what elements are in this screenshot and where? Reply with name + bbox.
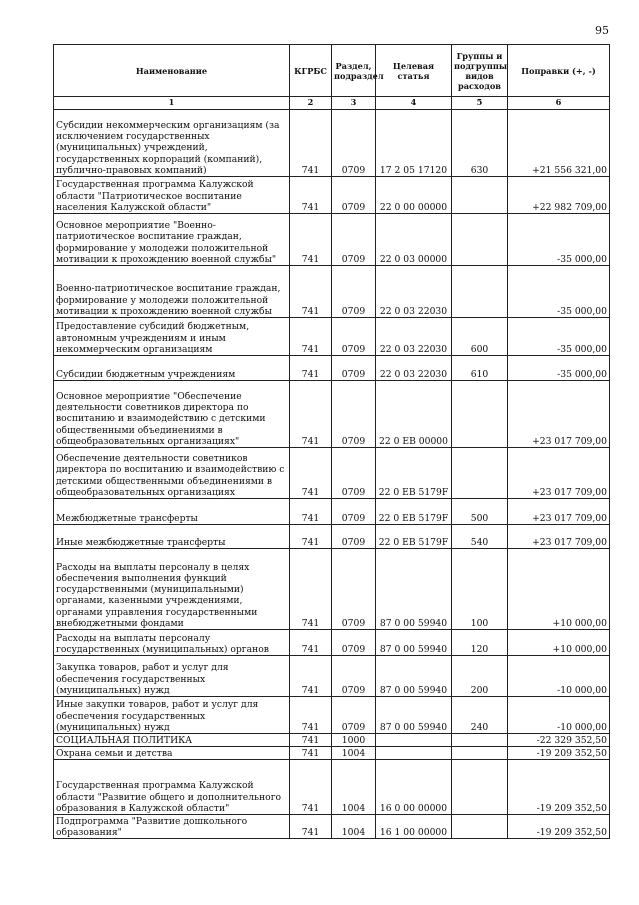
row-target: 16 0 00 00000 (376, 760, 452, 815)
table-row (54, 815, 610, 839)
row-kgrbs: 741 (290, 549, 332, 630)
row-kgrbs: 741 (290, 734, 332, 747)
row-target (376, 734, 452, 747)
row-kgrbs: 741 (290, 525, 332, 549)
row-kgrbs: 741 (290, 318, 332, 356)
header-kgrbs: КГРБС (290, 45, 332, 97)
row-group: 240 (452, 697, 508, 734)
col-number: 6 (508, 97, 610, 110)
row-group (452, 747, 508, 760)
row-kgrbs: 741 (290, 656, 332, 697)
table-row (54, 214, 610, 266)
row-section: 0709 (332, 630, 376, 656)
row-name: Иные закупки товаров, работ и услуг для обеспечения государственных (муниципальных) нужд (54, 697, 290, 734)
row-target: 16 1 00 00000 (376, 815, 452, 839)
page-number: 95 (595, 24, 609, 37)
row-amount: +23 017 709,00 (508, 381, 610, 448)
row-name: Охрана семьи и детства (54, 747, 290, 760)
row-name: Межбюджетные трансферты (54, 499, 290, 525)
row-amount: -35 000,00 (508, 318, 610, 356)
row-group: 200 (452, 656, 508, 697)
row-amount: +23 017 709,00 (508, 448, 610, 499)
table-row (54, 697, 610, 734)
header-row (54, 45, 610, 97)
header-amount: Поправки (+, -) (508, 45, 610, 97)
row-name: Военно-патриотическое воспитание граждан, формирование у молодежи положительной мотивации к прохождению военной службы (54, 266, 290, 318)
row-section: 0709 (332, 110, 376, 177)
row-target: 87 0 00 59940 (376, 630, 452, 656)
table-row (54, 381, 610, 448)
row-section: 0709 (332, 499, 376, 525)
column-number-row (54, 97, 610, 110)
row-kgrbs: 741 (290, 760, 332, 815)
row-kgrbs: 741 (290, 177, 332, 214)
table-row (54, 318, 610, 356)
col-number: 1 (54, 97, 290, 110)
row-amount: -35 000,00 (508, 214, 610, 266)
row-amount: +10 000,00 (508, 549, 610, 630)
row-group: 630 (452, 110, 508, 177)
row-name: Закупка товаров, работ и услуг для обеспечения государственных (муниципальных) нужд (54, 656, 290, 697)
row-section: 1004 (332, 747, 376, 760)
row-amount: +10 000,00 (508, 630, 610, 656)
row-target: 22 0 03 00000 (376, 214, 452, 266)
row-name: Подпрограмма "Развитие дошкольного образования" (54, 815, 290, 839)
row-section: 0709 (332, 697, 376, 734)
row-name: Иные межбюджетные трансферты (54, 525, 290, 549)
budget-amendments-table (53, 44, 610, 839)
row-kgrbs: 741 (290, 266, 332, 318)
col-number: 5 (452, 97, 508, 110)
row-group: 120 (452, 630, 508, 656)
col-number: 2 (290, 97, 332, 110)
header-target: Целевая статья (376, 45, 452, 97)
row-amount: -10 000,00 (508, 656, 610, 697)
table-row (54, 266, 610, 318)
row-group (452, 177, 508, 214)
row-group: 610 (452, 356, 508, 381)
row-target: 87 0 00 59940 (376, 549, 452, 630)
row-group (452, 734, 508, 747)
row-target (376, 747, 452, 760)
row-group (452, 266, 508, 318)
row-section: 0709 (332, 381, 376, 448)
header-name: Наименование (54, 45, 290, 97)
row-section: 0709 (332, 525, 376, 549)
row-amount: -35 000,00 (508, 356, 610, 381)
row-section: 1004 (332, 815, 376, 839)
row-kgrbs: 741 (290, 815, 332, 839)
table-row (54, 630, 610, 656)
row-name: Предоставление субсидий бюджетным, автономным учреждениям и иным некоммерческим организациям (54, 318, 290, 356)
table-row (54, 734, 610, 747)
row-target: 87 0 00 59940 (376, 697, 452, 734)
row-kgrbs: 741 (290, 697, 332, 734)
row-amount: +23 017 709,00 (508, 525, 610, 549)
row-name: Обеспечение деятельности советников директора по воспитанию и взаимодействию с детскими общественными объединениями в общеобразовательных организациях (54, 448, 290, 499)
row-name: СОЦИАЛЬНАЯ ПОЛИТИКА (54, 734, 290, 747)
row-amount: +22 982 709,00 (508, 177, 610, 214)
row-amount: -10 000,00 (508, 697, 610, 734)
row-section: 0709 (332, 549, 376, 630)
row-name: Государственная программа Калужской области "Развитие общего и дополнительного образования в Калужской области" (54, 760, 290, 815)
row-amount: -19 209 352,50 (508, 747, 610, 760)
row-group: 100 (452, 549, 508, 630)
row-section: 1000 (332, 734, 376, 747)
table-row (54, 448, 610, 499)
row-name: Субсидии некоммерческим организациям (за исключением государственных (муниципальных) учреждений, государственных корпораций (компаний), публично-правовых компаний) (54, 110, 290, 177)
row-kgrbs: 741 (290, 214, 332, 266)
row-group: 500 (452, 499, 508, 525)
row-group: 540 (452, 525, 508, 549)
row-target: 22 0 03 22030 (376, 356, 452, 381)
row-target: 22 0 EB 5179F (376, 499, 452, 525)
row-target: 22 0 03 22030 (376, 266, 452, 318)
row-target: 22 0 EB 5179F (376, 525, 452, 549)
row-amount: -35 000,00 (508, 266, 610, 318)
col-number: 4 (376, 97, 452, 110)
row-section: 0709 (332, 448, 376, 499)
row-amount: +21 556 321,00 (508, 110, 610, 177)
row-name: Государственная программа Калужской области "Патриотическое воспитание населения Калужской области" (54, 177, 290, 214)
table-row (54, 110, 610, 177)
row-target: 22 0 EB 5179F (376, 448, 452, 499)
row-name: Расходы на выплаты персоналу государственных (муниципальных) органов (54, 630, 290, 656)
table-row (54, 177, 610, 214)
row-kgrbs: 741 (290, 747, 332, 760)
table-row (54, 549, 610, 630)
row-target: 17 2 05 17120 (376, 110, 452, 177)
table-row (54, 656, 610, 697)
row-section: 0709 (332, 266, 376, 318)
header-section: Раздел, подраздел (332, 45, 376, 97)
row-group (452, 448, 508, 499)
row-kgrbs: 741 (290, 356, 332, 381)
col-number: 3 (332, 97, 376, 110)
table-row (54, 499, 610, 525)
row-target: 87 0 00 59940 (376, 656, 452, 697)
table-row (54, 525, 610, 549)
row-group (452, 214, 508, 266)
row-target: 22 0 03 22030 (376, 318, 452, 356)
row-group (452, 815, 508, 839)
row-section: 0709 (332, 656, 376, 697)
row-name: Субсидии бюджетным учреждениям (54, 356, 290, 381)
row-kgrbs: 741 (290, 448, 332, 499)
row-section: 0709 (332, 356, 376, 381)
row-target: 22 0 00 00000 (376, 177, 452, 214)
row-kgrbs: 741 (290, 499, 332, 525)
table-row (54, 747, 610, 760)
row-amount: +23 017 709,00 (508, 499, 610, 525)
row-name: Расходы на выплаты персоналу в целях обеспечения выполнения функций государственными (муниципальными) органами, казенными учреждениями, органами управления государственными внебюджетными фондами (54, 549, 290, 630)
row-amount: -19 209 352,50 (508, 815, 610, 839)
row-name: Основное мероприятие "Военно-патриотическое воспитание граждан, формирование у молодежи положительной мотивации к прохождению военной службы" (54, 214, 290, 266)
row-section: 0709 (332, 177, 376, 214)
row-kgrbs: 741 (290, 630, 332, 656)
table-row (54, 760, 610, 815)
row-section: 0709 (332, 318, 376, 356)
header-group: Группы и подгруппы видов расходов (452, 45, 508, 97)
row-amount: -22 329 352,50 (508, 734, 610, 747)
row-group (452, 381, 508, 448)
row-group: 600 (452, 318, 508, 356)
row-target: 22 0 EB 00000 (376, 381, 452, 448)
row-group (452, 760, 508, 815)
row-kgrbs: 741 (290, 381, 332, 448)
row-amount: -19 209 352,50 (508, 760, 610, 815)
row-section: 1004 (332, 760, 376, 815)
table-row (54, 356, 610, 381)
row-kgrbs: 741 (290, 110, 332, 177)
row-name: Основное мероприятие "Обеспечение деятельности советников директора по воспитанию и взаимодействию с детскими общественными объединениями в общеобразовательных организациях" (54, 381, 290, 448)
row-section: 0709 (332, 214, 376, 266)
